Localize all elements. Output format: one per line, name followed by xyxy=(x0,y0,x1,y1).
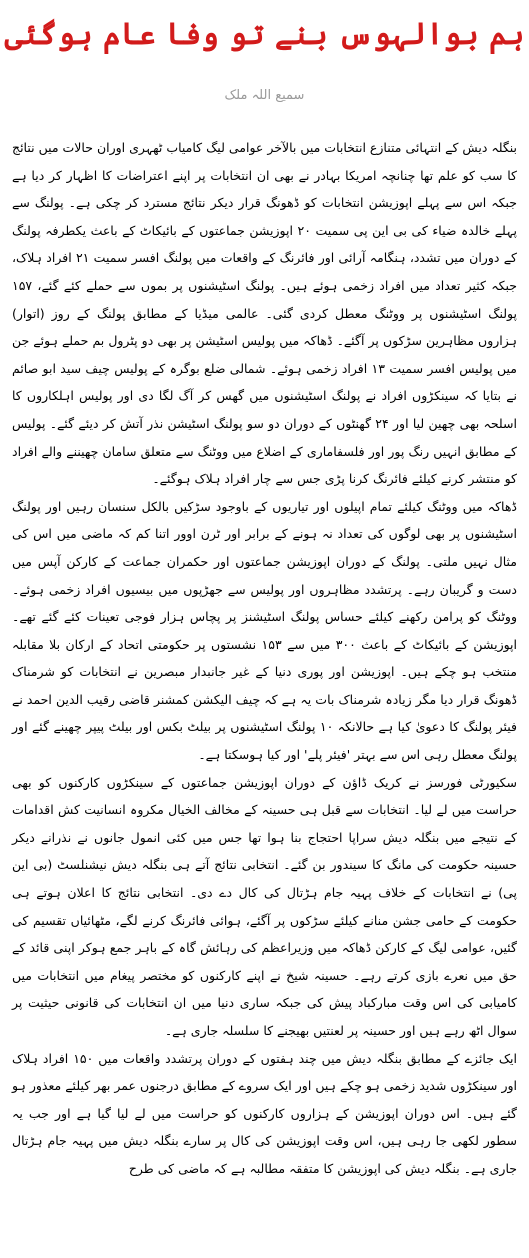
paragraph-4: ایک جائزے کے مطابق بنگلہ دیش میں چند ہفتوں کے دوران پرتشدد واقعات میں ۱۵۰ افراد ہلاک اور سینکڑوں شدید زخمی ہو چکے ہیں اور ایک سروے کے مطابق درجنوں عمر بھر کیلئے معذور ہو گئے ہیں۔ اس دوران اپوزیشن کے ہزاروں کارکنوں کو حراست میں لے لیا گیا ہے اور جب یہ سطور لکھی جا رہی ہیں، اس وقت اپوزیشن کی کال پر سارے بنگلہ دیش میں پہیہ جام ہڑتال جاری ہے۔ بنگلہ دیش کی اپوزیشن کا متفقہ مطالبہ ہے کہ ماضی کی طرح xyxy=(12,1050,517,1176)
paragraph-3: سکیورٹی فورسز نے کریک ڈاؤن کے دوران اپوزیشن جماعتوں کے سینکڑوں کارکنوں کو بھی حراست میں لے لیا۔ انتخابات سے قبل ہی حسینہ کے مخالف الخیال مکروہ انسانیت کش اقدامات کے نتیجے میں بنگلہ دیش سراپا احتجاج بنا ہوا تھا جس میں کئی انمول جانوں نے نذرانے دیکر حسینہ حکومت کی مانگ کا سیندور بن گئے۔ انتخابی نتائج آتے ہی بنگلہ دیش نیشنلسٹ (بی این پی) نے انتخابات کے خلاف پہیہ جام ہڑتال کی کال دے دی۔ انتخابی نتائج کا اعلان ہوتے ہی حکومت کے حامی جشن منانے کیلئے سڑکوں پر آگئے، ہوائی فائرنگ کرنے لگے، مٹھائیاں تقسیم کی گئیں، عوامی لیگ کے کارکن ڈھاکہ میں وزیراعظم کی رہائش گاہ کے باہر جمع ہوکر اپنی قائد کے حق میں نعرے بازی کرتے رہے۔ حسینہ شیخ نے اپنے کارکنوں کو مختصر پیغام میں انتخابات میں کامیابی کی اس وقت مبارکباد پیش کی جبکہ ساری دنیا میں ان انتخابات کی قانونی حیثیت پر سوال اٹھ رہے ہیں اور حسینہ پر لعنتیں بھیجنے کا سلسلہ جاری ہے۔ xyxy=(12,774,517,1038)
article-body xyxy=(12,134,517,1183)
paragraph-2: ڈھاکہ میں ووٹنگ کیلئے تمام اپیلوں اور تیاریوں کے باوجود سڑکیں بالکل سنسان رہیں اور پولنگ اسٹیشنوں پر بھی لوگوں کی تعداد نہ ہونے کے برابر اور ٹرن اوور اتنا کم کہ ماضی میں اس کی مثال نہیں ملتی۔ پولنگ کے دوران اپوزیشن جماعتوں اور حکمران جماعت کے کارکن آپس میں دست و گریبان رہے۔ پرتشدد مظاہروں اور پولیس سے جھڑپوں میں بیسیوں افراد زخمی ہوئے۔ ووٹنگ کو پرامن رکھنے کیلئے حساس پولنگ اسٹیشنز پر پچاس ہزار فوجی تعینات کئے گئے تھے۔ اپوزیشن کے بائیکاٹ کے باعث ۳۰۰ میں سے ۱۵۳ نشستوں پر حکومتی اتحاد کے ارکان بلا مقابلہ منتخب ہو چکے ہیں۔ اپوزیشن اور پوری دنیا کے غیر جانبدار مبصرین نے انتخابات کو شرمناک ڈھونگ قرار دیا مگر زیادہ شرمناک بات یہ ہے کہ چیف الیکشن کمشنر قاضی رقیب الدین احمد نے فیئر پولنگ کا دعویٰ کیا ہے حالانکہ ۱۰ پولنگ اسٹیشنوں پر بیلٹ بکس اور بیلٹ پیپر چھینے گئے اور پولنگ معطل رہی اس سے بہتر 'فیئر پلے' اور کیا ہوسکتا ہے۔ xyxy=(12,498,518,763)
article-title: ہم بوالہوس بنے تو وفا عام ہوگئی xyxy=(4,17,525,52)
paragraph-1: بنگلہ دیش کے انتہائی متنازع انتخابات میں بالآخر عوامی لیگ کامیاب ٹھہری اوران حالات میں نتائج کا سب کو علم تھا چنانچہ امریکا بہادر نے بھی ان انتخابات پر اپنے اعتراضات کا اظہار کر دیا ہے جبکہ اس سے پہلے اپوزیشن انتخابات کو ڈھونگ قرار دیکر نتائج مسترد کر چکی ہے۔ پولنگ سے پہلے خالدہ ضیاء کی بی این پی سمیت ۲۰ اپوزیشن جماعتوں کے بائیکاٹ کے باعث یکطرفہ پولنگ کے دوران میں تشدد، ہنگامہ آرائی اور فائرنگ کے واقعات میں پولنگ افسر سمیت ۲۱ افراد ہلاک، جبکہ کثیر تعداد میں افراد زخمی ہوئے ہیں۔ پولنگ اسٹیشنوں پر بموں سے حملے کئے گئے، ۱۵۷ پولنگ اسٹیشنوں پر ووٹنگ معطل کردی گئی۔ عالمی میڈیا کے مطابق پولنگ کے روز (اتوار) ہزاروں مظاہرین سڑکوں پر آگئے۔ ڈھاکہ میں پولیس اسٹیشن پر بھی دو پٹرول بم حملے ہوئے جن میں پولیس افسر سمیت ۱۳ افراد زخمی ہوئے۔ شمالی ضلع بوگرہ کے پولیس چیف سید ابو صائم نے بتایا کہ سینکڑوں افراد نے پولنگ اسٹیشنوں میں گھس کر آگ لگا دی اور پولیس اہلکاروں کا اسلحہ بھی چھین لیا اور ۲۴ گھنٹوں کے دوران دو سو پولنگ اسٹیشن نذر آتش کر دیئے گئے۔ پولیس کے مطابق انہیں رنگ پور اور فلسفاماری کے اضلاع میں ووٹنگ سے متعلق سامان چھیننے والے افراد کو منتشر کرنے کیلئے فائرنگ کرنا پڑی جس سے چار افراد ہلاک ہوگئے۔ xyxy=(12,140,517,487)
author-name: سمیع اللہ ملک xyxy=(224,88,305,103)
